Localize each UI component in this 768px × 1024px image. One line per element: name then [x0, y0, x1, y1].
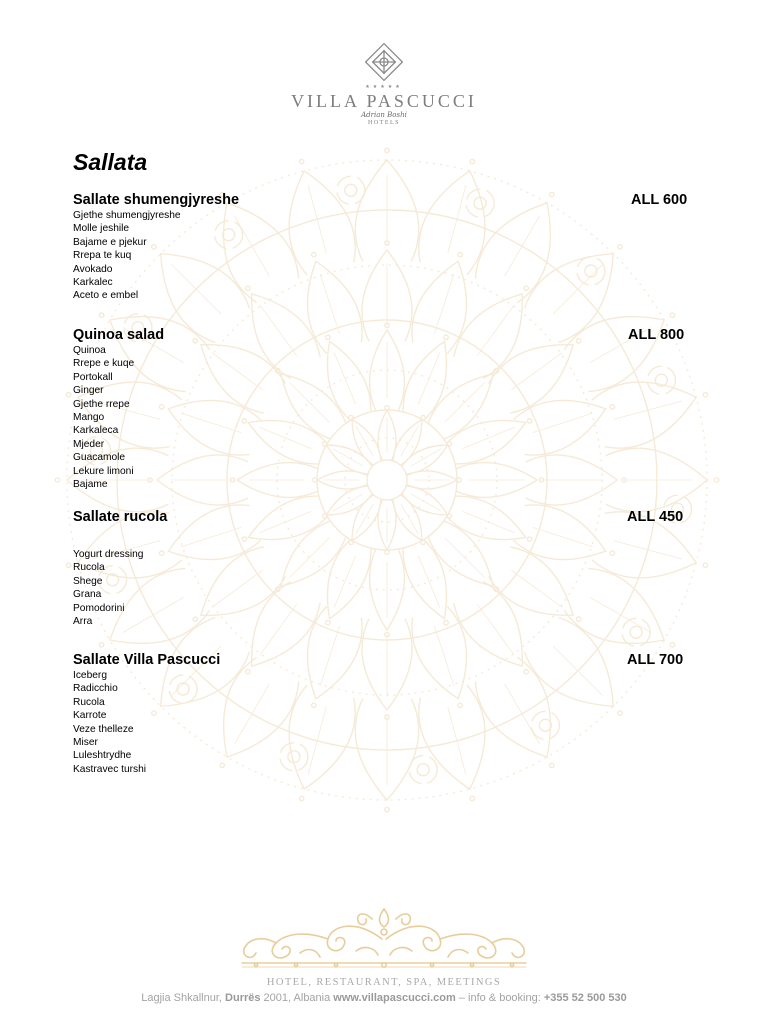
ingredient: Karkalec [73, 276, 113, 288]
ingredient: Quinoa [73, 345, 106, 356]
ingredient-list [73, 548, 693, 628]
ingredient: Portokall [73, 371, 113, 383]
logo-signature: Adrian Boshi [361, 111, 407, 119]
ingredient: Yogurt dressing [73, 549, 144, 560]
brand-logo [0, 40, 768, 127]
ingredient: Avokado [73, 263, 113, 275]
dish-name: Sallate Villa Pascucci [73, 652, 221, 668]
dish-name: Quinoa salad [73, 327, 165, 343]
ingredient: Shege [73, 575, 103, 587]
logo-stars: ★★★★★ [365, 84, 403, 90]
ingredient: Molle jeshile [73, 223, 130, 235]
dish-item [73, 191, 693, 303]
ingredient: Bajame [73, 478, 108, 490]
ingredient: Kastravec turshi [73, 763, 147, 775]
dish-price: ALL 450 [627, 509, 684, 525]
ingredient-list [73, 344, 693, 491]
ingredient: Lekure limoni [73, 465, 134, 477]
footer-ornament-icon [236, 905, 532, 971]
website-link[interactable]: www.villapascucci.com [333, 992, 456, 1004]
footer-contact [0, 991, 768, 1005]
ingredient: Pomodorini [73, 602, 125, 614]
ingredient: Veze thelleze [73, 723, 134, 735]
ingredient: Bajame e pjekur [73, 236, 147, 248]
logo-name: VILLA PASCUCCI [291, 91, 477, 111]
dish-price: ALL 800 [628, 327, 685, 343]
ingredient: Radicchio [73, 683, 118, 695]
dish-name: Sallate rucola [73, 509, 168, 525]
ingredient: Luleshtrydhe [73, 750, 132, 762]
ingredient: Rucola [73, 696, 105, 708]
dish-item [73, 508, 693, 628]
ingredient: Ginger [73, 385, 104, 397]
ingredient: Guacamole [73, 452, 126, 464]
ingredient: Karrote [73, 710, 107, 722]
ingredient: Gjethe rrepe [73, 398, 130, 410]
dish-price: ALL 700 [627, 652, 684, 668]
ingredient: Aceto e embel [73, 290, 139, 302]
ingredient: Rrepa te kuq [73, 250, 132, 262]
ingredient: Karkaleca [73, 425, 119, 437]
dish-item [73, 326, 693, 491]
dish-item [73, 651, 693, 776]
ingredient: Mango [73, 411, 105, 423]
ingredient: Arra [73, 615, 93, 627]
footer-city: Durrës [225, 992, 261, 1004]
dish-price: ALL 600 [631, 192, 688, 208]
ingredient: Grana [73, 589, 102, 601]
ingredient: Rucola [73, 562, 105, 574]
villa-emblem-icon [362, 40, 406, 84]
logo-hotels: HOTELS [368, 120, 400, 126]
section-title: Sallata [73, 149, 148, 175]
dish-name: Sallate shumengjyreshe [73, 192, 240, 208]
ingredient: Miser [73, 736, 98, 748]
ingredient: Rrepe e kuqe [73, 358, 135, 370]
footer-address: Lagjia Shkallnur, [141, 992, 226, 1004]
footer-address-rest: 2001, Albania [260, 992, 334, 1004]
ingredient: Gjethe shumengjyreshe [73, 210, 181, 221]
ingredient: Iceberg [73, 670, 107, 681]
footer-info-label: – info & booking: [455, 992, 544, 1004]
ingredient-list [73, 209, 693, 303]
ingredient: Mjeder [73, 438, 105, 450]
footer-tagline: HOTEL, RESTAURANT, SPA, MEETINGS [266, 977, 502, 988]
phone-link[interactable]: +355 52 500 530 [543, 992, 627, 1004]
ingredient-list [73, 669, 693, 776]
